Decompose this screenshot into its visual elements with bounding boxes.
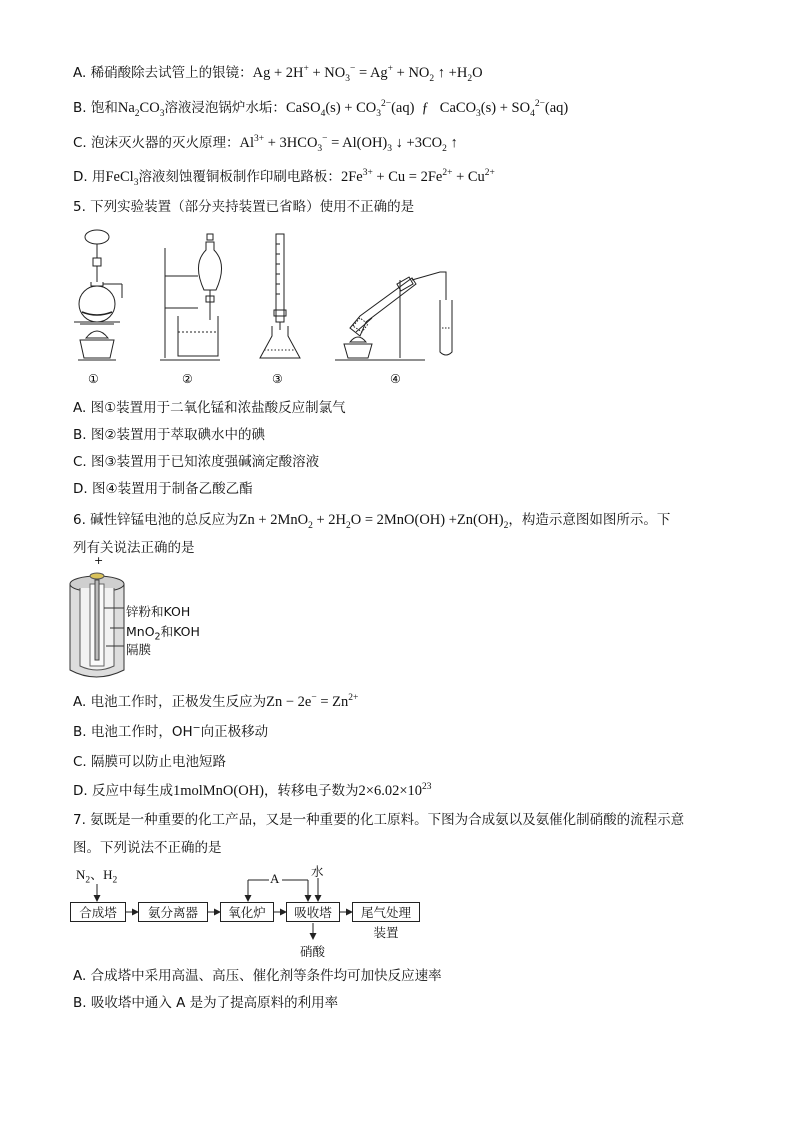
- apparatus-label-1: ①: [88, 372, 99, 386]
- q5-stem: 5. 下列实验装置（部分夹持装置已省略）使用不正确的是: [73, 199, 415, 215]
- q7-option-a: A. 合成塔中采用高温、高压、催化剂等条件均可加快反应速率: [73, 968, 442, 984]
- apparatus-4: [335, 272, 452, 360]
- q6-stem-line2: 列有关说法正确的是: [73, 540, 195, 556]
- q4-a-equation: $Ag + 2H^+ + NO_3^- = Ag^+ + NO_2$ ↑ $+H_2O$: [252, 64, 483, 84]
- q6-d-species: 1molMnO(OH): [172, 783, 265, 799]
- q6-d-electron-count: $2\times 6.02\times 10^{23}$: [358, 782, 432, 799]
- flow-label-water: 水: [311, 864, 324, 879]
- q6-total-reaction: $Zn + 2MnO_2 + 2H_2O = 2MnO(OH) +Zn(OH)_2$: [238, 512, 509, 531]
- apparatus-label-4: ④: [390, 372, 401, 386]
- q6-option-c: C. 隔膜可以防止电池短路: [73, 754, 227, 770]
- q5-option-b: B. 图②装置用于萃取碘水中的碘: [73, 427, 265, 443]
- battery-label-zinc: 锌粉和KOH: [126, 604, 191, 619]
- apparatus-label-3: ③: [272, 372, 283, 386]
- q5-option-a: A. 图①装置用于二氧化锰和浓盐酸反应制氯气: [73, 400, 346, 416]
- battery-label-separator: 隔膜: [126, 642, 152, 657]
- q5-option-d: D. 图④装置用于制备乙酸乙酯: [73, 481, 253, 497]
- q4-option-b: B. 饱和$Na_2CO_3$溶液浸泡锅炉水垢：CaSO$_4$(s) + $CO_3^{2-}(aq)$ ƒ CaCO$_3$(s) + $SO_4^{2-}(aq)$: [73, 99, 569, 119]
- q6-option-b: B. 电池工作时，OH−向正极移动: [73, 722, 269, 740]
- q5-option-c: C. 图③装置用于已知浓度强碱滴定酸溶液: [73, 454, 320, 470]
- q6-option-a: A. 电池工作时，正极发生反应为$Zn - 2e^- = Zn^{2+}$: [73, 693, 359, 710]
- battery-positive-sign: +: [94, 554, 104, 567]
- flow-input-gases: $N_2$、$H_2$: [76, 867, 118, 886]
- q5-apparatus-figure: [60, 220, 480, 390]
- q4-d-equation: $2Fe^{3+} + Cu = 2Fe^{2+} + Cu^{2+}$: [340, 168, 495, 185]
- flow-box-tail-gas-treatment: 尾气处理装置: [352, 902, 420, 922]
- q7-stem-line1: 7. 氨既是一种重要的化工产品，又是一种重要的化工原料。下图为合成氨以及氨催化制硝酸的流程示意: [73, 812, 685, 828]
- q4-d-reagent: FeCl$_3$: [105, 169, 139, 188]
- flow-label-a: A: [270, 871, 280, 886]
- q4-option-d: D. 用FeCl$_3$溶液刻蚀覆铜板制作印刷电路板：$2Fe^{3+} + Cu = 2Fe^{2+} + Cu^{2+}$: [73, 168, 495, 188]
- q7-option-b: B. 吸收塔中通入 A 是为了提高原料的利用率: [73, 995, 339, 1011]
- battery-label-mno2: MnO$_2$和KOH: [126, 624, 200, 643]
- q4-option-a: A. 稀硝酸除去试管上的银镜：$Ag + 2H^+ + NO_3^- = Ag^+ + NO_2$ ↑ $+H_2O$: [73, 64, 483, 84]
- battery-figure: [66, 554, 236, 687]
- flow-box-absorption-tower: 吸收塔: [286, 902, 340, 922]
- apparatus-3: [260, 234, 300, 358]
- q7-stem-line2: 图。下列说法不正确的是: [73, 840, 222, 856]
- q4-option-c: C. 泡沫灭火器的灭火原理：$Al^{3+} + 3HCO_3^- = Al(OH)_3$ ↓ $+3CO_2$ ↑: [73, 134, 458, 154]
- q6-a-equation: $Zn - 2e^- = Zn^{2+}$: [266, 693, 359, 710]
- apparatus-1: [74, 230, 122, 360]
- q4-c-equation: $Al^{3+} + 3HCO_3^- = Al(OH)_3$ ↓ $+3CO_2$ ↑: [239, 134, 458, 154]
- flow-box-ammonia-separator: 氨分离器: [138, 902, 208, 922]
- q6-option-d: D. 反应中每生成1molMnO(OH)，转移电子数为$2\times 6.02\times 10^{23}$: [73, 782, 432, 799]
- flow-box-oxidation-furnace: 氧化炉: [220, 902, 274, 922]
- apparatus-label-2: ②: [182, 372, 193, 386]
- q4-b-equation: CaSO$_4$(s) + $CO_3^{2-}(aq)$ ƒ CaCO$_3$(s) + $SO_4^{2-}(aq)$: [285, 99, 569, 119]
- q6-stem-line1: 6. 碱性锌锰电池的总反应为$Zn + 2MnO_2 + 2H_2O = 2MnO(OH) +Zn(OH)_2$，构造示意图如图所示。下: [73, 512, 671, 531]
- q4-b-reagent: $Na_2CO_3$: [117, 100, 165, 119]
- ammonia-flowchart: [70, 862, 430, 962]
- flow-output-nitric-acid: 硝酸: [300, 944, 326, 959]
- flow-box-synthesis-tower: 合成塔: [70, 902, 126, 922]
- apparatus-2: [160, 234, 222, 360]
